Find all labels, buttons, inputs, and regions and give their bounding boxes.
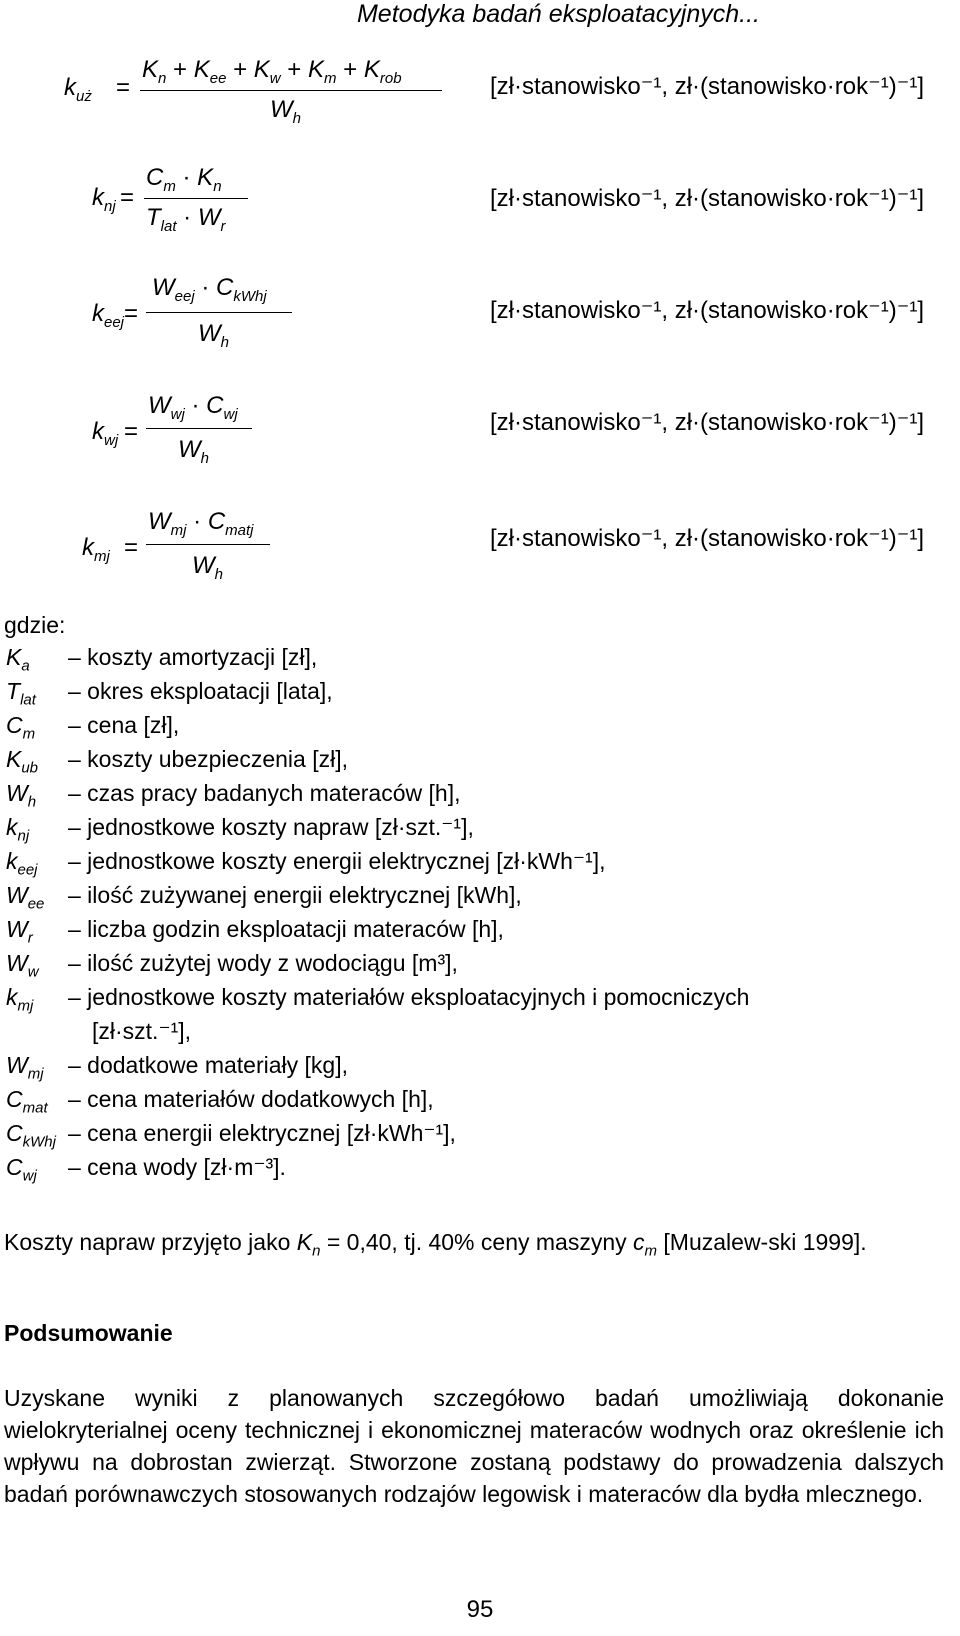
fraction-line (146, 544, 270, 545)
legend-item (4, 1086, 944, 1120)
formula-numerator: $W_{mj} \cdot C_{matj}$ (148, 508, 254, 539)
legend-symbol-sub: r (27, 929, 33, 947)
legend-item (4, 678, 944, 712)
formula-lhs: k (92, 300, 104, 327)
fraction-line (140, 90, 442, 91)
legend-symbol-sub: wj (22, 1167, 37, 1185)
legend-item (4, 746, 944, 780)
legend-item (4, 814, 944, 848)
formula-lhs-sub: nj (104, 197, 116, 215)
legend-description: – koszty ubezpieczenia [zł], (68, 746, 348, 772)
formula-numerator: $W_{eej} \cdot C_{kWhj}$ (152, 274, 267, 305)
legend-description: – ilość zużytej wody z wodociągu [m³], (68, 950, 458, 976)
legend-item (4, 882, 944, 916)
summary-paragraph: Uzyskane wyniki z planowanych szczegółowo badań umożliwiają dokonanie wielokryterialnej oceny technicznej i ekonomicznej materaców wodnych oraz określenie ich wpływu na dobrostan zwierząt. Stworzone zostaną podstawy do prowadzenia dalszych badań porównawczych stosowanych rodzajów legowisk i materaców dla bydła mlecznego. (4, 1385, 944, 1507)
legend-symbol: K (6, 746, 22, 772)
legend-description: – cena energii elektrycznej [zł·kWh⁻¹], (68, 1120, 456, 1146)
formula-lhs: k (82, 534, 94, 561)
legend-symbol-sub: m (22, 725, 36, 743)
formula-lhs-sub: uż (76, 87, 92, 105)
legend-item (4, 1154, 944, 1188)
formula-lhs: k (92, 418, 104, 445)
page-number: 95 (466, 1596, 494, 1623)
formula-denominator: $W_h$ (270, 96, 301, 127)
legend-description: – ilość zużywanej energii elektrycznej [kWh], (68, 882, 522, 908)
legend-title: gdzie: (4, 612, 66, 638)
legend-item (4, 1120, 944, 1154)
legend-description: – dodatkowe materiały [kg], (68, 1052, 348, 1078)
legend-symbol-sub: kWhj (22, 1133, 56, 1151)
repair-cost-paragraph: Koszty napraw przyjęto jako $K_n = 0,40$, tj. 40% ceny maszyny $c_m$ [Muzalew-ski 1999]. (4, 1229, 867, 1260)
legend-symbol: T (6, 678, 21, 704)
legend-description-continued: [zł·szt.⁻¹], (92, 1018, 192, 1044)
formula-lhs: k (64, 74, 76, 101)
formula-numerator: $K_n + K_{ee} + K_w + K_m + K_{rob}$ (142, 56, 402, 87)
symbol-legend (4, 612, 944, 1188)
legend-symbol: W (6, 882, 28, 908)
formula-unit: [zł·stanowisko⁻¹, zł·(stanowisko·rok⁻¹)⁻¹] (490, 409, 925, 436)
legend-symbol: C (6, 712, 23, 738)
legend-item (4, 1052, 944, 1086)
formula-k-wj: $k_{wj}$ = $W_{wj} \cdot C_{wj}$ $W_h$ [zł·stanowisko⁻¹, zł·(stanowisko·rok⁻¹)⁻¹] (92, 392, 925, 467)
legend-symbol: W (6, 950, 28, 976)
formula-numerator: $W_{wj} \cdot C_{wj}$ (148, 392, 238, 423)
legend-symbol-sub: h (27, 793, 37, 811)
formula-denominator: $W_h$ (192, 552, 223, 583)
formula-lhs-sub: wj (104, 431, 119, 449)
legend-description: – czas pracy badanych materaców [h], (68, 780, 461, 806)
legend-description: – jednostkowe koszty napraw [zł·szt.⁻¹], (68, 814, 474, 840)
legend-symbol: W (6, 916, 28, 942)
legend-symbol-sub: mj (17, 997, 34, 1015)
legend-symbol: k (6, 848, 18, 874)
legend-symbol-sub: eej (17, 861, 38, 879)
legend-symbol: C (6, 1154, 23, 1180)
formula-unit: [zł·stanowisko⁻¹, zł·(stanowisko·rok⁻¹)⁻¹] (490, 525, 925, 552)
legend-item (4, 780, 944, 814)
formula-numerator: $C_m \cdot K_n$ (146, 164, 222, 195)
legend-symbol: C (6, 1086, 23, 1112)
formula-denominator: $W_h$ (178, 436, 209, 467)
formula-unit: [zł·stanowisko⁻¹, zł·(stanowisko·rok⁻¹)⁻¹] (490, 73, 925, 100)
formula-k-uz: $k_{uż}$ = $K_n + K_{ee} + K_w + K_m + K_{rob}$ $W_h$ [zł·stanowisko⁻¹, zł·(stanowisko·rok⁻¹)⁻¹] (64, 56, 925, 127)
legend-symbol: C (6, 1120, 23, 1146)
legend-symbol-sub: ee (27, 895, 45, 913)
legend-symbol-sub: a (21, 657, 30, 675)
formula-k-mj: $k_{mj}$ = $W_{mj} \cdot C_{matj}$ $W_h$ [zł·stanowisko⁻¹, zł·(stanowisko·rok⁻¹)⁻¹] (82, 508, 925, 583)
legend-item (4, 950, 944, 984)
legend-symbol: W (6, 1052, 28, 1078)
legend-symbol-sub: mat (22, 1099, 48, 1117)
legend-description: – cena [zł], (68, 712, 180, 738)
formula-denominator: $W_h$ (198, 320, 229, 351)
fraction-line (146, 428, 252, 429)
legend-description: – jednostkowe koszty energii elektrycznej [zł·kWh⁻¹], (68, 848, 606, 874)
legend-item (4, 712, 944, 746)
fraction-line (144, 198, 248, 199)
legend-description: – cena materiałów dodatkowych [h], (68, 1086, 434, 1112)
legend-description: – jednostkowe koszty materiałów eksploatacyjnych i pomocniczych (68, 984, 750, 1010)
formula-unit: [zł·stanowisko⁻¹, zł·(stanowisko·rok⁻¹)⁻¹] (490, 297, 925, 324)
legend-description: – cena wody [zł·m⁻³]. (68, 1154, 286, 1180)
legend-symbol-sub: w (27, 963, 39, 981)
running-header: Metodyka badań eksploatacyjnych... (356, 0, 760, 28)
formula-k-eej: $k_{eej}$ = $W_{eej} \cdot C_{kWhj}$ $W_h$ [zł·stanowisko⁻¹, zł·(stanowisko·rok⁻¹)⁻¹] (92, 274, 925, 351)
formula-k-nj: $k_{nj}$ = $C_m \cdot K_n$ $T_{lat} \cdot W_r$ [zł·stanowisko⁻¹, zł·(stanowisko·rok⁻¹)⁻¹] (92, 164, 925, 235)
formula-lhs-sub: eej (104, 313, 125, 331)
formula-unit: [zł·stanowisko⁻¹, zł·(stanowisko·rok⁻¹)⁻¹] (490, 185, 925, 212)
legend-item (4, 848, 944, 882)
legend-item (4, 984, 944, 1052)
legend-symbol: K (6, 644, 22, 670)
legend-symbol: W (6, 780, 28, 806)
legend-symbol-sub: mj (27, 1065, 44, 1083)
section-heading: Podsumowanie (4, 1320, 173, 1346)
formula-lhs-sub: mj (94, 547, 110, 565)
legend-description: – okres eksploatacji [lata], (68, 678, 333, 704)
legend-description: – koszty amortyzacji [zł], (68, 644, 318, 670)
fraction-line (146, 312, 292, 313)
legend-symbol-sub: ub (21, 759, 39, 777)
legend-symbol: k (6, 984, 18, 1010)
formula-denominator: $T_{lat} \cdot W_r$ (146, 204, 226, 235)
legend-item (4, 916, 944, 950)
legend-symbol-sub: lat (20, 691, 36, 709)
legend-description: – liczba godzin eksploatacji materaców [h], (68, 916, 504, 942)
legend-symbol: k (6, 814, 18, 840)
legend-symbol-sub: nj (17, 827, 30, 845)
legend-item (4, 644, 944, 678)
formula-lhs: k (92, 184, 104, 211)
